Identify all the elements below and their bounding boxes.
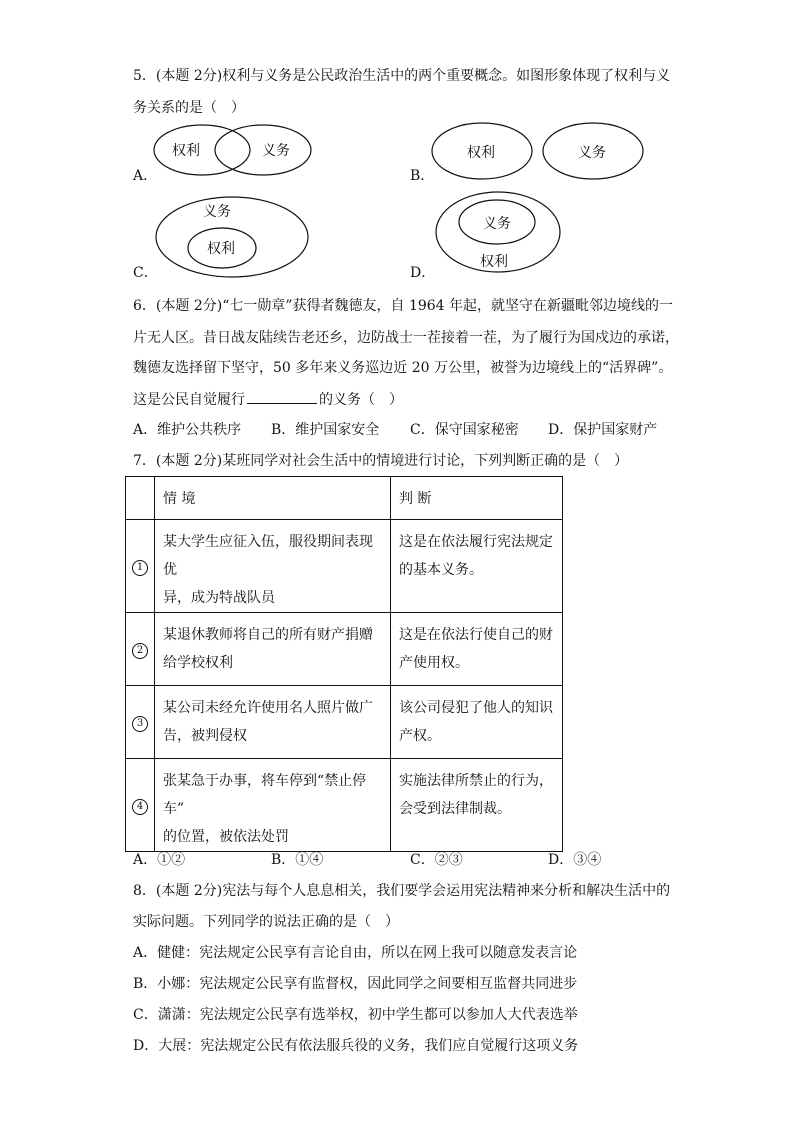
q5-diagram-c — [150, 192, 320, 282]
q5-option-a-letter[interactable]: A． — [133, 168, 158, 184]
answer-blank — [247, 389, 317, 404]
q5-diagram-d — [430, 188, 580, 278]
duty-label: 义务 — [262, 143, 290, 159]
scene-text: 某公司未经允许使用名人照片做广 — [163, 700, 373, 716]
q8-stem-line2: 实际问题。下列同学的说法正确的是（ ） — [133, 914, 399, 930]
rights-label: 权利 — [207, 241, 235, 257]
q7-stem-line1: 7．(本题 2分)某班同学对社会生活中的情境进行讨论，下列判断正确的是（ ） — [133, 453, 629, 469]
q7-option-a[interactable]: A．①② — [133, 852, 186, 868]
q5-diagram-a — [150, 118, 320, 188]
judge-text: 这是在依法履行宪法规定 — [399, 534, 553, 550]
duty-label: 义务 — [483, 216, 511, 232]
q6-option-d[interactable]: D．保护国家财产 — [548, 422, 658, 438]
header-num-cell — [126, 477, 155, 520]
row-number: 2 — [132, 643, 148, 659]
scene-text: 异，成为特战队员 — [163, 590, 275, 606]
q5-option-b-letter[interactable]: B． — [410, 168, 435, 184]
q5-option-c-letter[interactable]: C． — [133, 265, 158, 281]
scene-text: 给学校权利 — [163, 655, 233, 671]
table-row — [126, 520, 563, 613]
q8-option-a[interactable]: A．健健：宪法规定公民享有言论自由，所以在网上我可以随意发表言论 — [133, 945, 578, 961]
q6-stem-line4 — [133, 389, 403, 410]
judge-text: 会受到法律制裁。 — [399, 801, 511, 817]
rights-label: 权利 — [467, 145, 495, 161]
header-judge: 判 断 — [391, 477, 563, 520]
scene-text: 某退休教师将自己的所有财产捐赠 — [163, 627, 373, 643]
row-number: 4 — [132, 799, 148, 815]
q6-stem-line3: 魏德友选择留下坚守，50 多年来义务巡边近 20 万公里，被誉为边境线上的“活界碑”。 — [133, 360, 673, 376]
q6-stem-line4-end: 的义务（ ） — [319, 392, 403, 408]
duty-ellipse — [156, 197, 308, 277]
scene-text: 的位置，被依法处罚 — [163, 829, 289, 845]
rights-label: 权利 — [172, 143, 200, 159]
q7-option-d[interactable]: D．③④ — [548, 852, 602, 868]
q8-option-b[interactable]: B．小娜：宪法规定公民享有监督权，因此同学之间要相互监督共同进步 — [133, 976, 578, 992]
judge-text: 实施法律所禁止的行为， — [399, 773, 553, 789]
row-number: 1 — [132, 560, 148, 576]
q6-option-b[interactable]: B．维护国家安全 — [271, 422, 380, 438]
q6-option-a[interactable]: A．维护公共秩序 — [133, 422, 242, 438]
table-row — [126, 613, 563, 686]
judge-text: 这是在依法行使自己的财 — [399, 627, 553, 643]
table-row — [126, 759, 563, 852]
duty-label: 义务 — [203, 204, 231, 220]
scene-text: 某大学生应征入伍，服役期间表现优 — [163, 534, 373, 578]
rights-label: 权利 — [480, 254, 508, 270]
q5-stem-line1: 5．(本题 2分)权利与义务是公民政治生活中的两个重要概念。如图形象体现了权利与义 — [133, 68, 671, 84]
q8-option-d[interactable]: D．大展：宪法规定公民有依法服兵役的义务，我们应自觉履行这项义务 — [133, 1038, 579, 1054]
q7-table — [125, 476, 563, 852]
q5-diagram-b — [430, 118, 650, 188]
q6-stem-line4-start: 这是公民自觉履行 — [133, 392, 245, 408]
q7-option-c[interactable]: C．②③ — [410, 852, 463, 868]
duty-label: 义务 — [578, 145, 606, 161]
q5-option-d-letter[interactable]: D． — [410, 265, 436, 281]
q6-stem-line2: 片无人区。昔日战友陆续告老还乡，边防战士一茬接着一茬，为了履行为国戍边的承诺， — [133, 330, 679, 346]
table-row — [126, 686, 563, 759]
judge-text: 产使用权。 — [399, 655, 469, 671]
judge-text: 该公司侵犯了他人的知识 — [399, 700, 553, 716]
row-number: 3 — [132, 716, 148, 732]
q5-stem-line2: 务关系的是（ ） — [133, 100, 245, 116]
q8-option-c[interactable]: C．潇潇：宪法规定公民享有选举权，初中学生都可以参加人大代表选举 — [133, 1007, 578, 1023]
judge-text: 的基本义务。 — [399, 562, 483, 578]
q6-option-c[interactable]: C．保守国家秘密 — [410, 422, 519, 438]
table-header-row — [126, 477, 563, 520]
judge-text: 产权。 — [399, 728, 441, 744]
scene-text: 告，被判侵权 — [163, 728, 247, 744]
scene-text: 张某急于办事，将车停到“禁止停车” — [163, 773, 367, 817]
header-scene: 情 境 — [155, 477, 391, 520]
q8-stem-line1: 8．(本题 2分)宪法与每个人息息相关，我们要学会运用宪法精神来分析和解决生活中的 — [133, 883, 671, 899]
q6-stem-line1: 6．(本题 2分)“七一勋章”获得者魏德友，自 1964 年起，就坚守在新疆毗邻边境线的一 — [133, 298, 674, 314]
q7-option-b[interactable]: B．①④ — [271, 852, 324, 868]
rights-ellipse — [154, 125, 250, 175]
